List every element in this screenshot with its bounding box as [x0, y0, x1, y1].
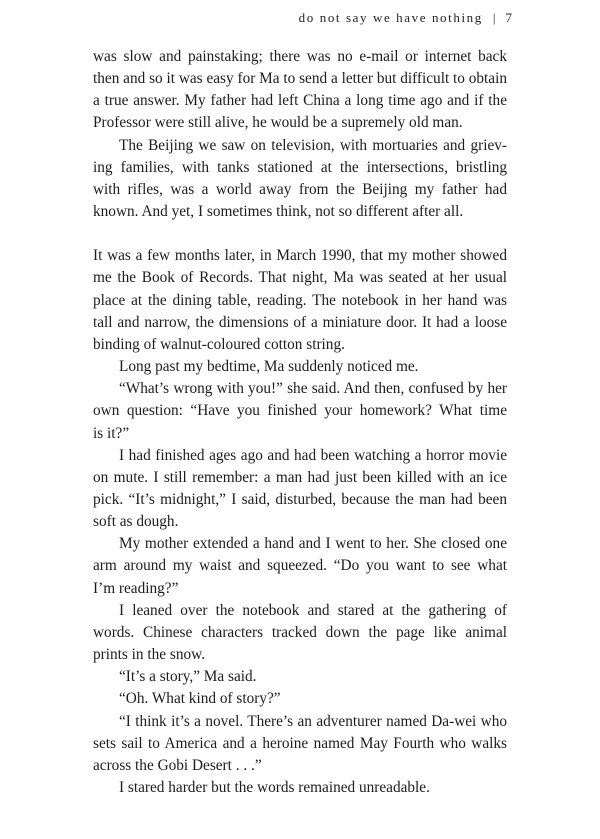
text-line: tall and narrow, the dimensions of a miniature door. It had a loose	[93, 313, 507, 331]
page-number: 7	[505, 10, 512, 25]
text-line: own question: “Have you finished your homework? What time	[93, 402, 507, 420]
body-text	[93, 46, 507, 799]
text-line: My mother extended a hand and I went to her. She closed one	[119, 535, 507, 553]
text-line: “I think it’s a novel. There’s an adventurer named Da-wei who	[119, 712, 507, 730]
text-line: arm around my waist and squeezed. “Do you want to see what	[93, 557, 507, 575]
text-line: Professor were still alive, he would be a supremely old man.	[93, 114, 463, 132]
text-line: across the Gobi Desert . . .”	[93, 756, 262, 774]
text-line: “Oh. What kind of story?”	[119, 690, 281, 708]
text-line: It was a few months later, in March 1990, that my mother showed	[93, 247, 507, 265]
text-line: I’m reading?”	[93, 579, 179, 597]
running-head-title: do not say we have nothing	[298, 10, 483, 25]
text-line: known. And yet, I sometimes think, not so different after all.	[93, 203, 464, 221]
text-line: I leaned over the notebook and stared at the gathering of	[119, 601, 507, 619]
text-line: is it?”	[93, 424, 130, 442]
text-line: sets sail to America and a heroine named May Fourth who walks	[93, 734, 507, 752]
text-line: binding of walnut-coloured cotton string.	[93, 335, 345, 353]
text-line: “What’s wrong with you!” she said. And then, confused by her	[119, 380, 507, 398]
running-head-separator: |	[492, 10, 496, 25]
text-line: Long past my bedtime, Ma suddenly noticed me.	[119, 358, 419, 376]
text-line: then and so it was easy for Ma to send a letter but difficult to obtain	[93, 70, 507, 88]
text-line: soft as dough.	[93, 513, 179, 531]
text-line: place at the dining table, reading. The notebook in her hand was	[93, 291, 507, 309]
text-line: words. Chinese characters tracked down the page like animal	[93, 623, 507, 641]
text-line: was slow and painstaking; there was no e-mail or internet back	[93, 48, 507, 65]
text-line: me the Book of Records. That night, Ma was seated at her usual	[93, 269, 507, 287]
running-head	[299, 10, 512, 26]
text-line: pick. “It’s midnight,” I said, disturbed, because the man had been	[93, 490, 507, 508]
text-line: The Beijing we saw on television, with mortuaries and griev-	[119, 136, 507, 154]
text-line: a true answer. My father had left China a long time ago and if the	[93, 92, 507, 110]
text-line: I stared harder but the words remained unreadable.	[119, 779, 430, 796]
section-break	[93, 223, 507, 245]
text-line: “It’s a story,” Ma said.	[119, 668, 257, 686]
text-line: I had finished ages ago and had been watching a horror movie	[119, 446, 507, 464]
text-line: on mute. I still remember: a man had just been killed with an ice	[93, 468, 507, 486]
text-line: with rifles, was a world away from the Beijing my father had	[93, 180, 507, 198]
text-line: ing families, with tanks stationed at the intersections, bristling	[93, 158, 507, 176]
text-line: prints in the snow.	[93, 646, 206, 664]
